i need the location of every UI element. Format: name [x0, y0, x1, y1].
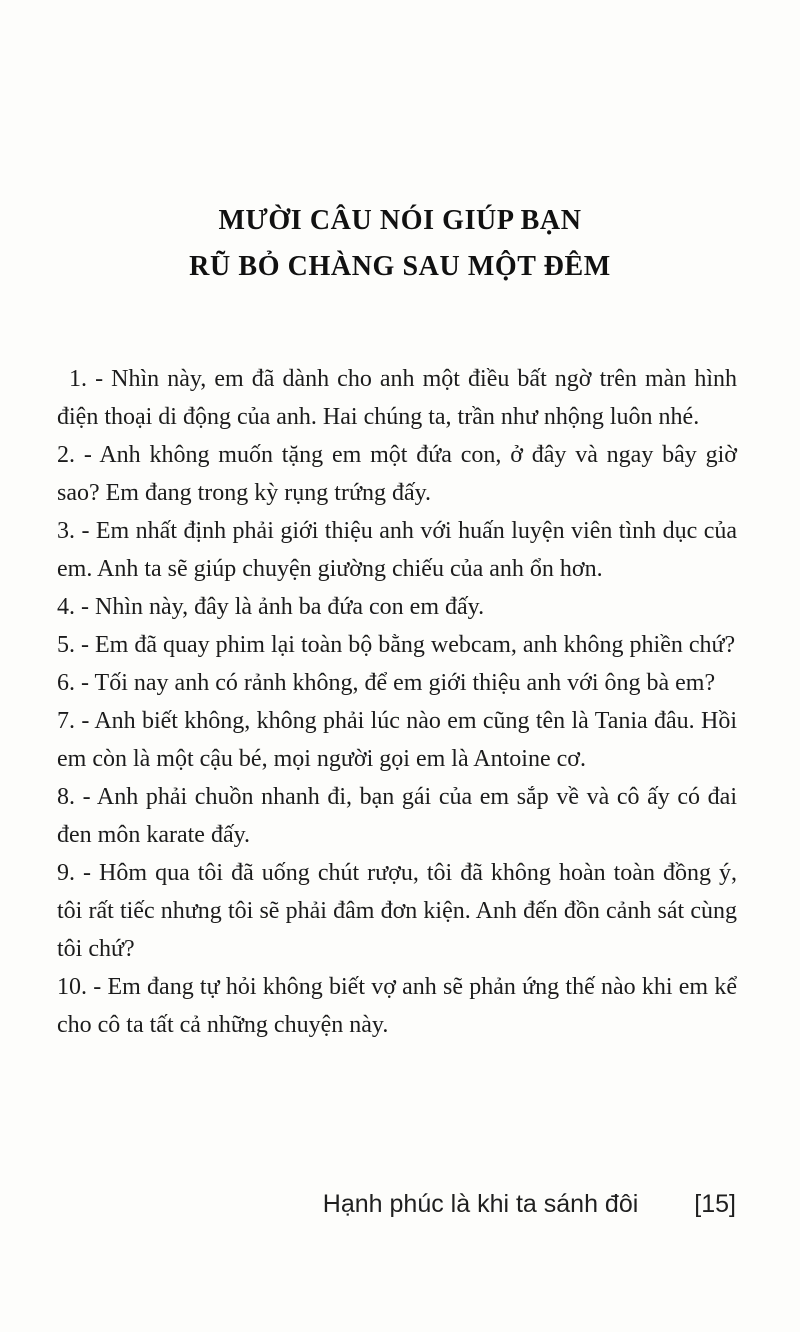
list-item-3: 3. - Em nhất định phải giới thiệu anh với huấn luyện viên tình dục của em. Anh ta sẽ giúp chuyện giường chiếu của anh ổn hơn. [57, 518, 737, 582]
chapter-title-line2: RŨ BỎ CHÀNG SAU MỘT ĐÊM [189, 251, 611, 282]
list-item-10: 10. - Em đang tự hỏi không biết vợ anh sẽ phản ứng thế nào khi em kể cho cô ta tất cả những chuyện này. [57, 974, 737, 1038]
page-number: [15] [694, 1190, 736, 1218]
list-item-8: 8. - Anh phải chuồn nhanh đi, bạn gái của em sắp về và cô ấy có đai đen môn karate đấy. [57, 784, 737, 848]
list-item-2: 2. - Anh không muốn tặng em một đứa con, ở đây và ngay bây giờ sao? Em đang trong kỳ rụng trứng đấy. [57, 442, 737, 506]
running-title: Hạnh phúc là khi ta sánh đôi [322, 1190, 639, 1218]
numbered-list [57, 360, 737, 1044]
list-item-1: 1. - Nhìn này, em đã dành cho anh một điều bất ngờ trên màn hình điện thoại di động của anh. Hai chúng ta, trần như nhộng luôn nhé. [57, 366, 737, 430]
list-item-4: 4. - Nhìn này, đây là ảnh ba đứa con em đấy. [57, 594, 485, 620]
chapter-title-line1: MƯỜI CÂU NÓI GIÚP BẠN [218, 205, 582, 236]
list-item-7: 7. - Anh biết không, không phải lúc nào em cũng tên là Tania đâu. Hồi em còn là một cậu bé, mọi người gọi em là Antoine cơ. [57, 708, 737, 772]
page-footer [323, 1190, 736, 1219]
list-item-5: 5. - Em đã quay phim lại toàn bộ bằng webcam, anh không phiền chứ? [57, 632, 736, 658]
list-item-9: 9. - Hôm qua tôi đã uống chút rượu, tôi đã không hoàn toàn đồng ý, tôi rất tiếc nhưng tôi sẽ phải đâm đơn kiện. Anh đến đồn cảnh sát cùng tôi chứ? [57, 860, 737, 962]
list-item-6: 6. - Tối nay anh có rảnh không, để em giới thiệu anh với ông bà em? [57, 670, 716, 696]
chapter-title [0, 198, 800, 290]
